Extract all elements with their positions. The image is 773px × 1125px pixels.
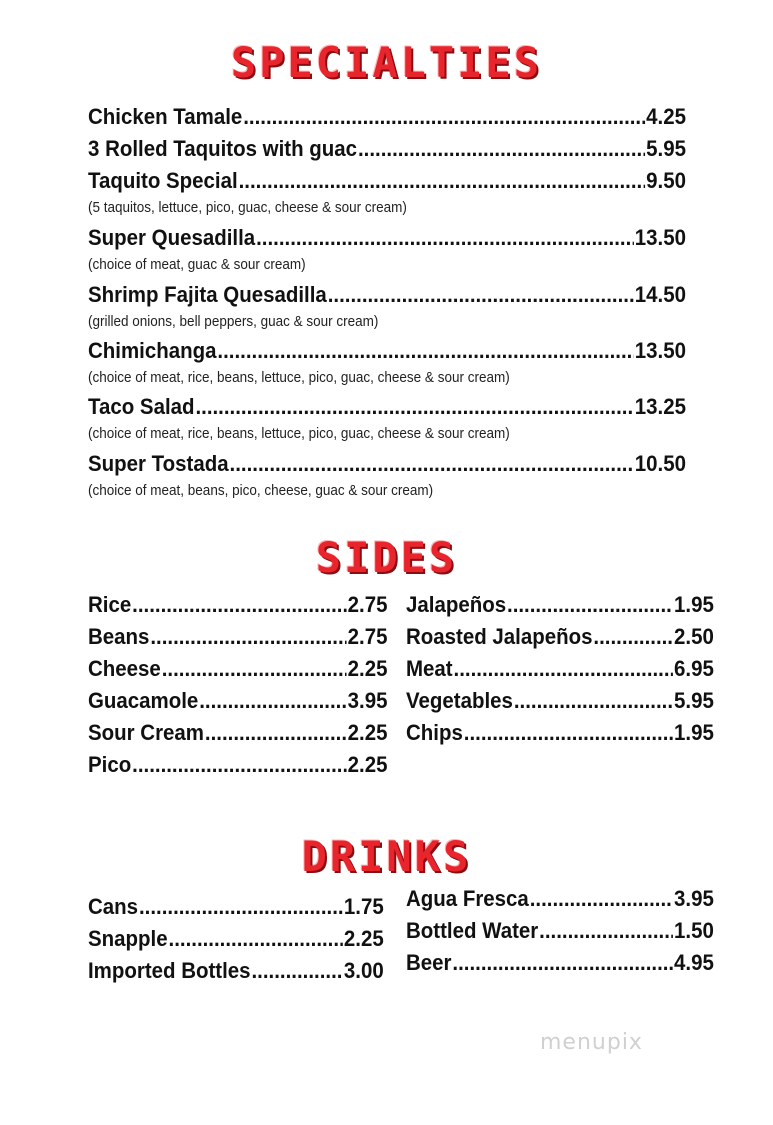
item-price: 3.00 — [343, 958, 384, 983]
dot-leader — [217, 340, 633, 362]
item-price: 1.95 — [673, 720, 714, 745]
item-price: 4.25 — [646, 104, 686, 129]
dot-leader — [539, 920, 673, 942]
dot-leader — [162, 658, 347, 680]
dot-leader — [530, 888, 673, 910]
item-description: (choice of meat, rice, beans, lettuce, pico, guac, cheese & sour cream) — [88, 369, 510, 386]
item-description: (grilled onions, bell peppers, guac & sour cream) — [88, 313, 379, 330]
item-price: 1.75 — [343, 894, 384, 919]
item-name: Beer — [406, 950, 452, 975]
dot-leader — [239, 170, 646, 192]
drink-item-cans — [88, 896, 384, 918]
item-name: Chips — [406, 720, 463, 745]
item-price: 14.50 — [634, 282, 686, 307]
side-item-rice — [88, 594, 387, 616]
dot-leader — [139, 896, 343, 918]
item-price: 5.95 — [673, 688, 714, 713]
side-item-guacamole — [88, 690, 387, 712]
item-price: 2.75 — [347, 592, 388, 617]
item-price: 2.25 — [343, 926, 384, 951]
specialties-heading: SPECIALTIES — [230, 38, 543, 87]
dot-leader — [251, 960, 342, 982]
item-price: 3.95 — [673, 886, 714, 911]
drinks-heading: DRINKS — [301, 832, 472, 881]
item-description: (choice of meat, guac & sour cream) — [88, 256, 306, 273]
item-name: Sour Cream — [88, 720, 204, 745]
item-name: Snapple — [88, 926, 168, 951]
dot-leader — [169, 928, 343, 950]
dot-leader — [150, 626, 346, 648]
dot-leader — [132, 594, 347, 616]
dot-leader — [256, 227, 634, 249]
side-item-jalapenos — [406, 594, 714, 616]
item-price: 2.50 — [673, 624, 714, 649]
item-price: 4.95 — [673, 950, 714, 975]
dot-leader — [507, 594, 673, 616]
side-item-roasted-jalapenos — [406, 626, 714, 648]
item-description: (choice of meat, beans, pico, cheese, guac & sour cream) — [88, 482, 434, 499]
item-name: Bottled Water — [406, 918, 539, 943]
item-name: Meat — [406, 656, 453, 681]
item-name: Vegetables — [406, 688, 513, 713]
menu-item-taco-salad — [88, 396, 686, 418]
item-price: 2.25 — [347, 752, 388, 777]
item-name: Guacamole — [88, 688, 199, 713]
menu-item-taquito-special — [88, 170, 686, 192]
item-price: 3.95 — [347, 688, 388, 713]
dot-leader — [132, 754, 347, 776]
item-name: Chimichanga — [88, 338, 217, 363]
menu-item-super-quesadilla — [88, 227, 686, 249]
item-name: Taquito Special — [88, 168, 238, 193]
dot-leader — [195, 396, 633, 418]
item-name: Agua Fresca — [406, 886, 529, 911]
item-price: 1.95 — [673, 592, 714, 617]
item-price: 5.95 — [646, 136, 686, 161]
item-name: Super Quesadilla — [88, 225, 256, 250]
item-price: 2.75 — [347, 624, 388, 649]
item-price: 13.50 — [634, 225, 686, 250]
item-name: Cheese — [88, 656, 161, 681]
dot-leader — [199, 690, 346, 712]
item-name: Chicken Tamale — [88, 104, 243, 129]
dot-leader — [358, 138, 645, 160]
item-price: 1.50 — [673, 918, 714, 943]
menupix-watermark: menupix — [540, 1030, 643, 1055]
item-description: (choice of meat, rice, beans, lettuce, pico, guac, cheese & sour cream) — [88, 425, 510, 442]
item-name: Shrimp Fajita Quesadilla — [88, 282, 327, 307]
item-name: Super Tostada — [88, 451, 229, 476]
item-description: (5 taquitos, lettuce, pico, guac, cheese & sour cream) — [88, 199, 407, 216]
item-price: 2.25 — [347, 656, 388, 681]
dot-leader — [243, 106, 645, 128]
dot-leader — [593, 626, 673, 648]
dot-leader — [230, 453, 634, 475]
dot-leader — [464, 722, 673, 744]
side-item-pico — [88, 754, 387, 776]
side-item-cheese — [88, 658, 387, 680]
drink-item-bottled-water — [406, 920, 714, 942]
sides-heading: SIDES — [315, 533, 458, 582]
dot-leader — [205, 722, 347, 744]
drink-item-imported-bottles — [88, 960, 384, 982]
item-price: 9.50 — [646, 168, 686, 193]
dot-leader — [328, 284, 634, 306]
item-name: Taco Salad — [88, 394, 195, 419]
item-name: Jalapeños — [406, 592, 507, 617]
item-name: Cans — [88, 894, 139, 919]
item-name: 3 Rolled Taquitos with guac — [88, 136, 358, 161]
side-item-beans — [88, 626, 387, 648]
item-price: 2.25 — [347, 720, 388, 745]
dot-leader — [454, 658, 674, 680]
drink-item-beer — [406, 952, 714, 974]
menu-item-chimichanga — [88, 340, 686, 362]
dot-leader — [514, 690, 673, 712]
menu-item-rolled-taquitos — [88, 138, 686, 160]
drink-item-agua-fresca — [406, 888, 714, 910]
drink-item-snapple — [88, 928, 384, 950]
item-name: Imported Bottles — [88, 958, 251, 983]
side-item-sour-cream — [88, 722, 387, 744]
item-price: 10.50 — [634, 451, 686, 476]
dot-leader — [452, 952, 673, 974]
side-item-vegetables — [406, 690, 714, 712]
item-name: Beans — [88, 624, 150, 649]
item-price: 13.50 — [634, 338, 686, 363]
item-name: Roasted Jalapeños — [406, 624, 593, 649]
item-name: Pico — [88, 752, 132, 777]
side-item-meat — [406, 658, 714, 680]
menu-item-super-tostada — [88, 453, 686, 475]
item-name: Rice — [88, 592, 132, 617]
item-price: 6.95 — [673, 656, 714, 681]
menu-item-chicken-tamale — [88, 106, 686, 128]
menu-item-shrimp-fajita-quesadilla — [88, 284, 686, 306]
item-price: 13.25 — [634, 394, 686, 419]
side-item-chips — [406, 722, 714, 744]
